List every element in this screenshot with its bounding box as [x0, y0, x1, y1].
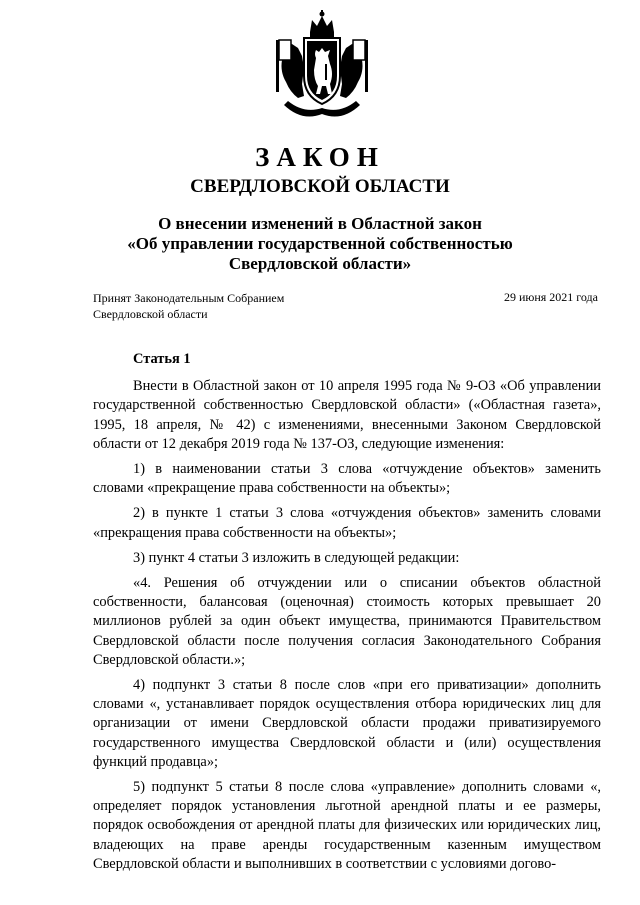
article-paragraph: 2) в пункте 1 статьи 3 слова «отчуждения объектов» заменить словами «прекращения права собственности на объекты»;	[93, 505, 601, 541]
law-title-line: О внесении изменений в Областной закон	[158, 214, 482, 233]
adopted-by	[93, 290, 284, 322]
article-body	[93, 350, 601, 880]
article-paragraph: «4. Решения об отчуждении или о списании объектов областной собственности, балансовая (оценочная) стоимость которых превышает 20 миллионов рублей за один объект имущества, принимаются Правительством Свердловской области после получения согласия Законодательного Собрания Свердловской области.»;	[93, 575, 601, 668]
article-paragraph: 1) в наименовании статьи 3 слова «отчуждение объектов» заменить словами «прекращение права собственности на объекты»;	[93, 461, 601, 497]
law-title-line: «Об управлении государственной собственностью	[127, 234, 513, 253]
article-paragraph: 3) пункт 4 статьи 3 изложить в следующей редакции:	[133, 549, 460, 566]
law-title	[0, 214, 640, 274]
article-paragraph: 4) подпункт 3 статьи 8 после слов «при его приватизации» дополнить словами «, устанавливает порядок осуществления отбора юридических лиц для организации от имени Свердловской области продажи приватизируемого государственного имущества Свердловской области и (или) осуществления функций продавца»;	[93, 677, 601, 770]
coat-of-arms-emblem	[262, 10, 382, 122]
adopted-by-line: Свердловской области	[93, 307, 208, 321]
document-title: ЗАКОН	[255, 142, 385, 172]
document-subtitle: СВЕРДЛОВСКОЙ ОБЛАСТИ	[190, 176, 450, 197]
article-paragraph: 5) подпункт 5 статьи 8 после слова «управление» дополнить словами «, определяет порядок установления льготной арендной платы и ее размеры, порядок освобождения от арендной платы для физических или юридических лиц, владеющих на праве аренды государственным казенным имуществом Свердловской области и выполнивших в соответствии с условиями догово-	[93, 779, 601, 872]
article-heading: Статья 1	[133, 351, 191, 367]
adopted-by-line: Принят Законодательным Собранием	[93, 291, 285, 305]
law-title-line: Свердловской области»	[228, 254, 412, 273]
adoption-date: 29 июня 2021 года	[503, 290, 598, 304]
article-paragraph: Внести в Областной закон от 10 апреля 1995 года № 9-ОЗ «Об управлении государственной собственностью Свердловской области» («Областная газета», 1995, 18 апреля, № 42) с изменениями, внесенными Законом Свердловской области от 12 декабря 2019 года № 137-ОЗ, следующие изменения:	[93, 378, 601, 452]
